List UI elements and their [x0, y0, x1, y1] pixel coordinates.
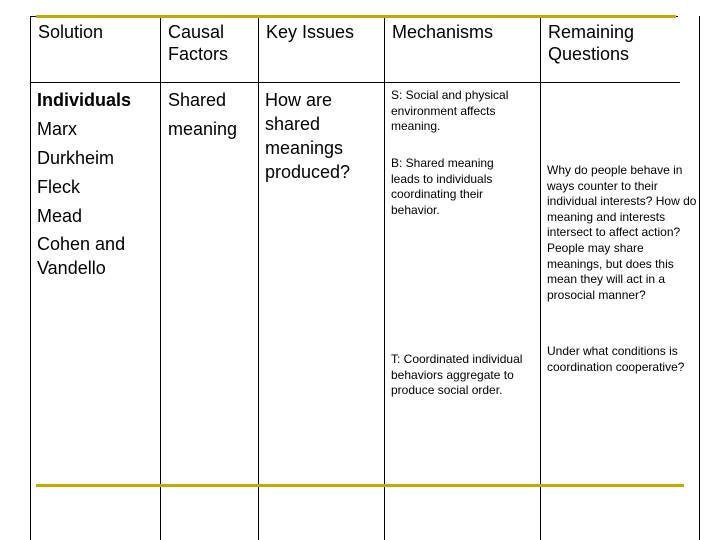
mechanism-item: B: Shared meaning leads to individuals coordinating their behavior. — [391, 156, 494, 217]
accent-line-bottom — [36, 484, 684, 487]
question-item: Under what conditions is coordination cooperative? — [547, 344, 685, 374]
header-remaining-questions: Remaining Questions — [548, 22, 635, 64]
causal-factor: Shared meaning — [168, 90, 238, 139]
column-divider — [160, 16, 161, 540]
solution-name: Cohen and Vandello — [37, 234, 126, 278]
header-mechanisms: Mechanisms — [392, 22, 494, 42]
column-divider — [699, 16, 700, 540]
mechanism-item: S: Social and physical environment affects meaning. — [391, 88, 509, 134]
header-key-issues: Key Issues — [266, 22, 355, 42]
mechanism-item: T: Coordinated individual behaviors aggregate to produce social order. — [391, 352, 523, 398]
solution-title: Individuals — [37, 90, 132, 110]
solution-name: Mead — [37, 206, 83, 226]
key-issue: How are shared meanings produced? — [265, 90, 351, 182]
column-divider — [540, 16, 541, 540]
question-item: Why do people behave in ways counter to their individual interests? How do meaning and interests intersect to affect action? People may share meanings, but does this mean they will act in a prosocial manner? — [547, 163, 697, 302]
header-divider — [30, 82, 680, 83]
header-causal-factors: Causal Factors — [168, 22, 229, 64]
column-divider — [30, 16, 31, 540]
solution-name: Durkheim — [37, 148, 115, 168]
solution-name: Fleck — [37, 177, 81, 197]
header-solution: Solution — [38, 22, 104, 42]
solution-name: Marx — [37, 119, 77, 139]
column-divider — [258, 16, 259, 540]
accent-line-top — [36, 15, 676, 18]
column-divider — [384, 16, 385, 540]
